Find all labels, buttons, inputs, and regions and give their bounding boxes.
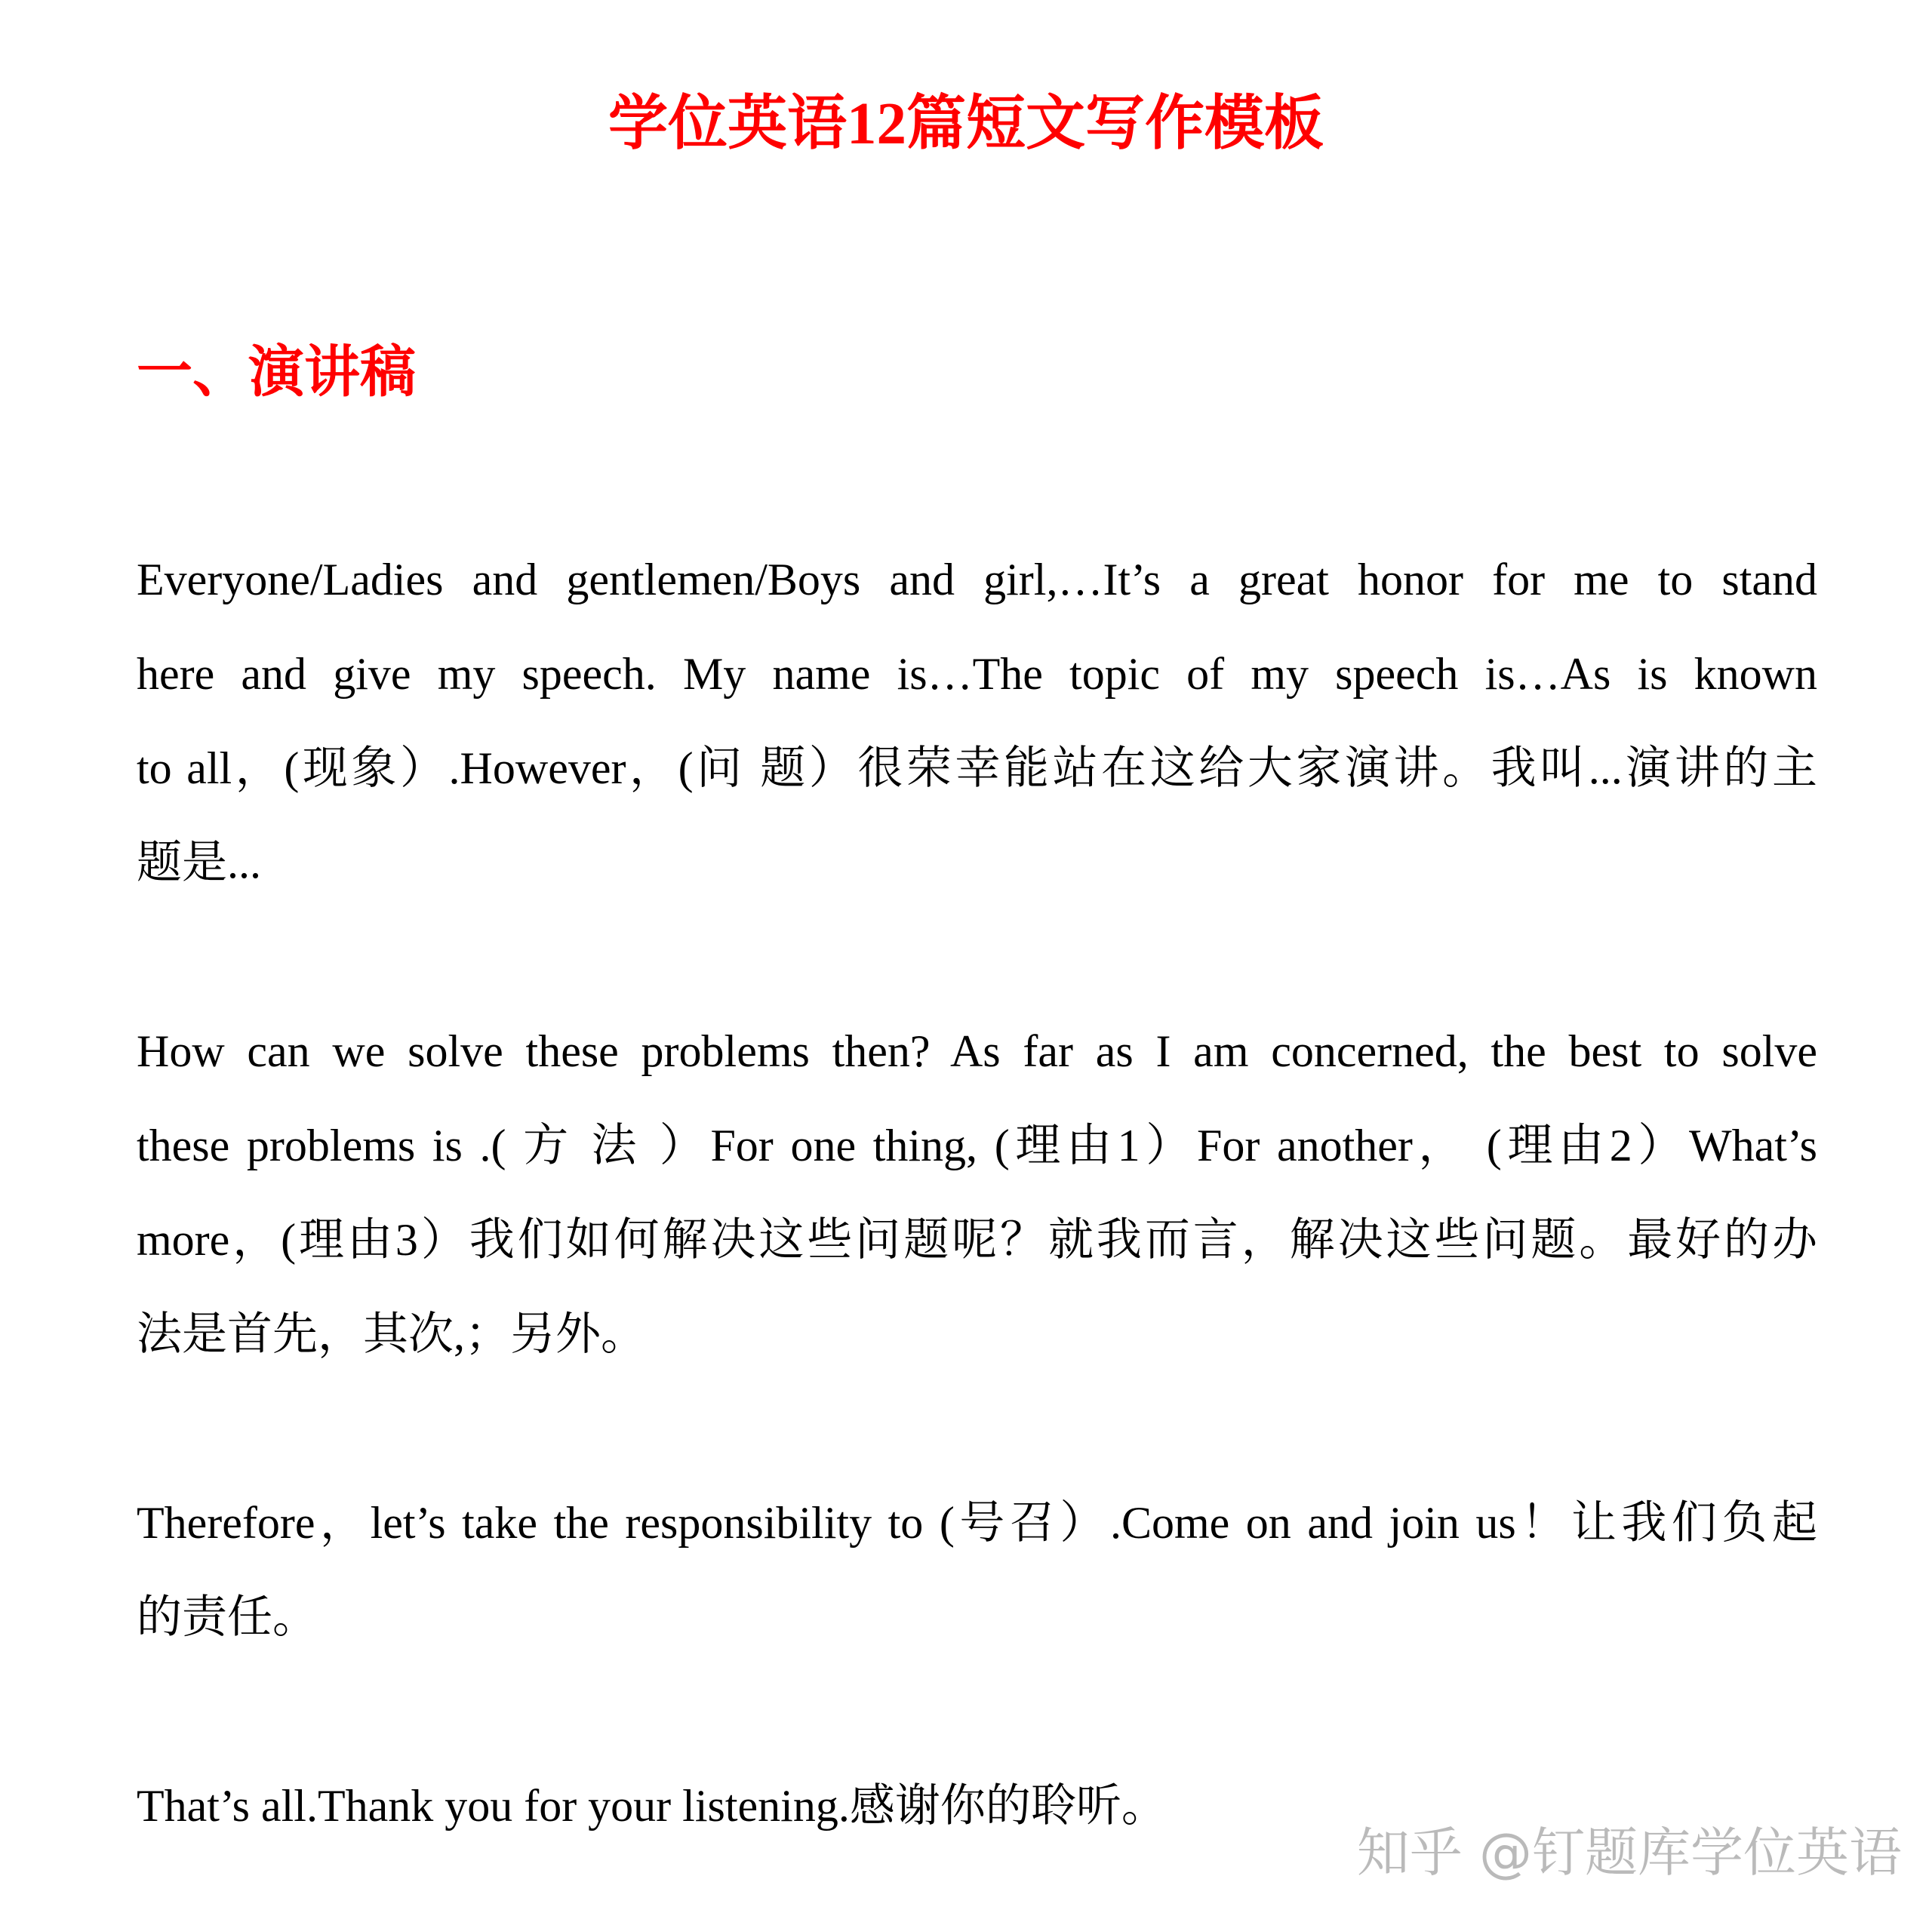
paragraph-call-to-action [137, 1476, 1817, 1665]
paragraph-greeting [137, 533, 1817, 910]
text-line: 法是首先，其次,；另外。 [137, 1309, 646, 1359]
text-line: to all，(现象）.However，(问 题）很荣幸能站在这给大家演讲。我叫...演讲的主 [137, 743, 1817, 793]
section-heading: 一、演讲稿 [137, 342, 416, 404]
text-line: these problems is .( 方 法 ）For one thing, (理由1）For another， (理由2）What’s [137, 1121, 1817, 1170]
paragraph-solutions [137, 1004, 1817, 1382]
text-line: 的责任。 [137, 1592, 318, 1642]
document-title: 学位英语12篇短文写作模板 [608, 91, 1324, 157]
text-line: That’s all.Thank you for your listening.感谢你的聆听。 [137, 1781, 1167, 1831]
text-line: Everyone/Ladies and gentlemen/Boys and girl,…It’s a great honor for me to stand [137, 555, 1817, 604]
text-line: more，(理由3）我们如何解决这些问题呢？就我而言，解决这些问题。最好的办 [137, 1215, 1817, 1265]
watermark: 知乎 @钉题库学位英语 [1356, 1822, 1902, 1884]
text-line: here and give my speech. My name is…The topic of my speech is…As is known [137, 649, 1817, 699]
text-line: Therefore，let’s take the responsibility to (号召）.Come on and join us！让我们负起 [137, 1498, 1817, 1548]
text-line: How can we solve these problems then? As far as I am concerned, the best to solve [137, 1026, 1817, 1076]
document-body [137, 533, 1817, 1913]
text-line: 题是... [137, 838, 261, 887]
